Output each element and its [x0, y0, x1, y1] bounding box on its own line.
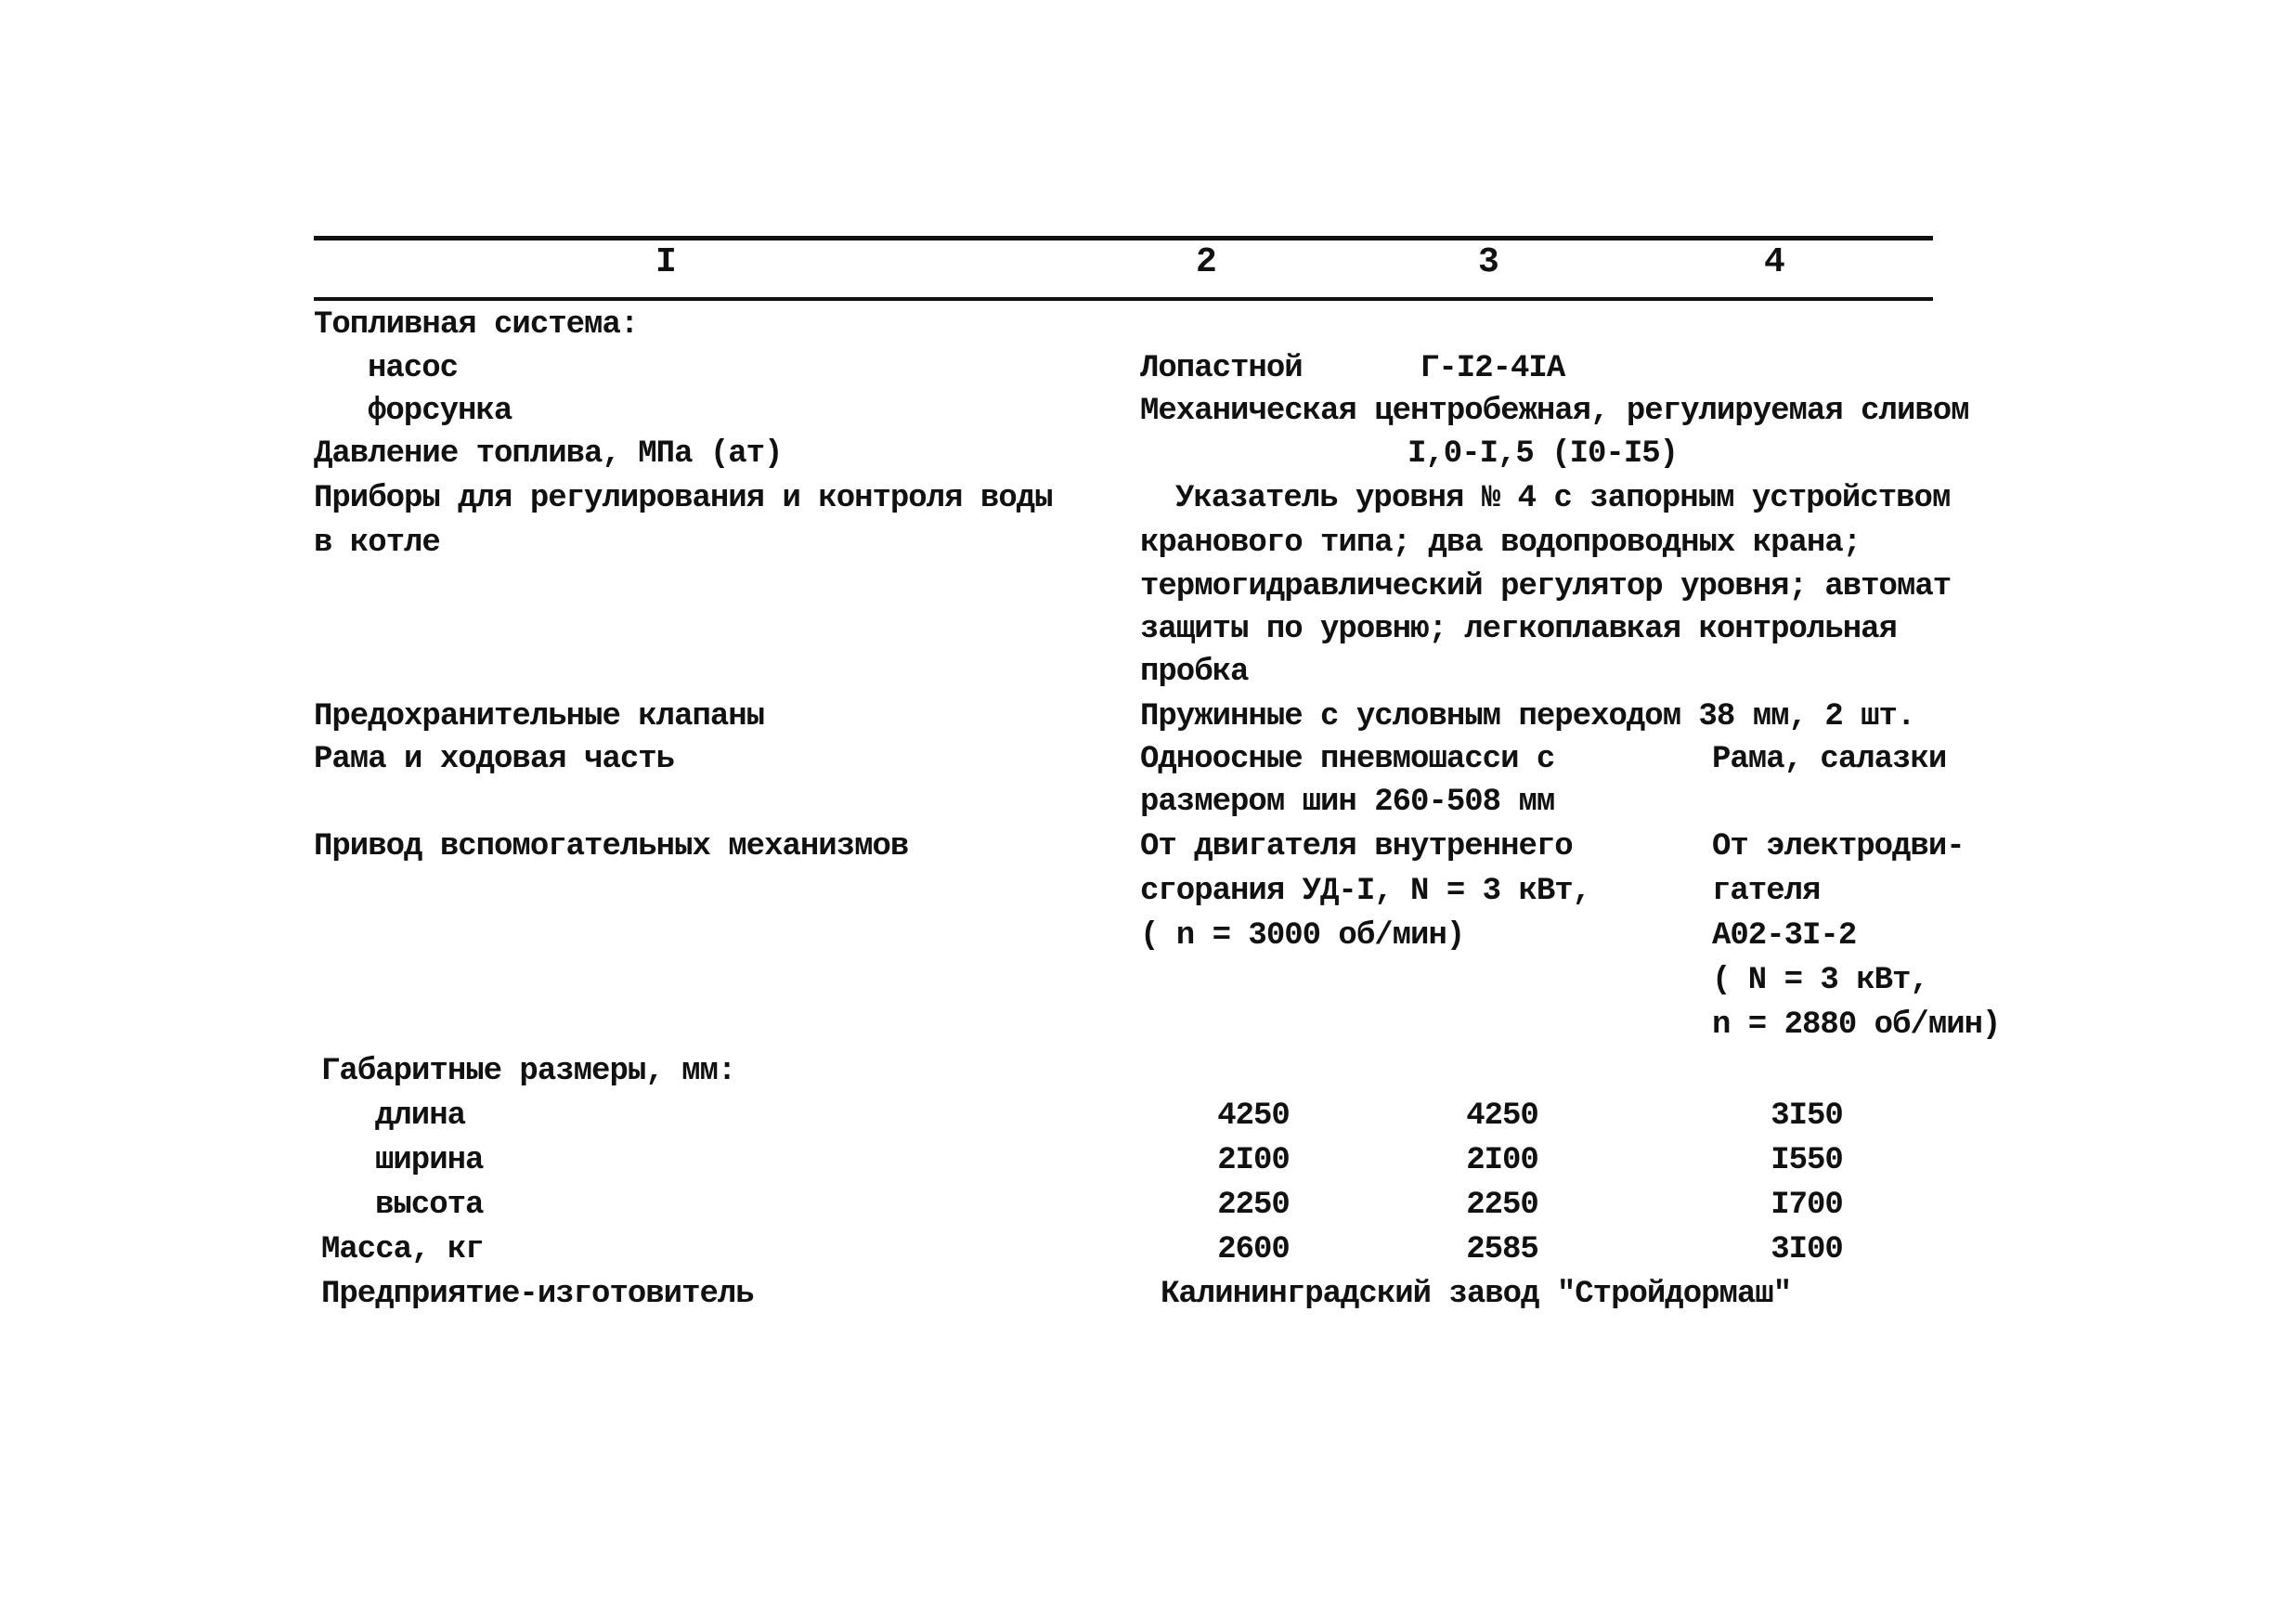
row-nozzle-label: форсунка	[368, 394, 512, 429]
row-length-col-2: 4250	[1217, 1098, 1290, 1134]
row-instruments-label-2: в котле	[314, 526, 440, 561]
row-drive-value-2: сгорания УД-I, N = 3 кВт,	[1140, 874, 1591, 909]
row-drive-value-4a: От электродви-	[1712, 829, 1965, 864]
row-width-col-2: 2I00	[1217, 1143, 1290, 1178]
row-drive-value-1: От двигателя внутреннего	[1140, 829, 1573, 864]
row-frame-label: Рама и ходовая часть	[314, 742, 675, 777]
row-valves-label: Предохранительные клапаны	[314, 699, 765, 734]
row-instruments-value-5: пробка	[1140, 655, 1249, 690]
row-frame-value-4: Рама, салазки	[1712, 742, 1947, 777]
row-height-label: высота	[375, 1188, 484, 1223]
row-instruments-value-3: термогидравлический регулятор уровня; автомат	[1140, 569, 1952, 604]
row-maker-label: Предприятие-изготовитель	[321, 1277, 754, 1312]
table-header-rule	[314, 297, 1933, 301]
row-mass-col-3: 2585	[1466, 1232, 1538, 1267]
row-fuel-system-label: Топливная система:	[314, 307, 639, 343]
table-top-rule	[314, 236, 1933, 240]
row-pressure-label: Давление топлива, МПа (ат)	[314, 436, 783, 472]
row-drive-value-4b: гателя	[1712, 874, 1821, 909]
row-instruments-value-1: Указатель уровня № 4 с запорным устройством	[1175, 481, 1951, 516]
row-frame-value-1: Одноосные пневмошасси с	[1140, 742, 1555, 777]
header-col-2: 2	[1196, 242, 1216, 282]
row-nozzle-value: Механическая центробежная, регулируемая сливом	[1140, 394, 1969, 429]
header-col-3: 3	[1478, 242, 1498, 282]
row-drive-value-4d: ( N = 3 кВт,	[1712, 963, 1928, 998]
row-length-col-3: 4250	[1466, 1098, 1538, 1134]
row-height-col-4: I700	[1771, 1188, 1843, 1223]
row-width-col-3: 2I00	[1466, 1143, 1538, 1178]
row-drive-label: Привод вспомогательных механизмов	[314, 829, 909, 864]
row-width-col-4: I550	[1771, 1143, 1843, 1178]
row-drive-value-4e: n = 2880 об/мин)	[1712, 1007, 2001, 1043]
row-pump-value-3: Г-I2-4IA	[1420, 351, 1565, 386]
row-maker-value: Калининградский завод "Стройдормаш"	[1161, 1277, 1792, 1312]
row-pump-label: насос	[368, 351, 459, 386]
row-length-label: длина	[375, 1098, 466, 1134]
row-width-label: ширина	[375, 1143, 484, 1178]
row-instruments-label-1: Приборы для регулирования и контроля воды	[314, 481, 1053, 516]
row-valves-value: Пружинные с условным переходом 38 мм, 2 шт.	[1140, 699, 1915, 734]
row-height-col-2: 2250	[1217, 1188, 1290, 1223]
row-drive-value-3: ( n = 3000 об/мин)	[1140, 918, 1465, 954]
row-mass-col-2: 2600	[1217, 1232, 1290, 1267]
row-instruments-value-2: кранового типа; два водопроводных крана;	[1140, 526, 1861, 561]
row-height-col-3: 2250	[1466, 1188, 1538, 1223]
row-mass-label: Масса, кг	[321, 1232, 484, 1267]
row-frame-value-2: размером шин 260-508 мм	[1140, 785, 1555, 820]
row-drive-value-4c: А02-3I-2	[1712, 918, 1857, 954]
header-col-4: 4	[1764, 242, 1784, 282]
row-pressure-value: I,0-I,5 (I0-I5)	[1407, 436, 1679, 472]
row-pump-value-2: Лопастной	[1140, 351, 1303, 386]
row-dims-label: Габаритные размеры, мм:	[321, 1054, 736, 1089]
row-instruments-value-4: защиты по уровню; легкоплавкая контрольная	[1140, 612, 1897, 647]
row-length-col-4: 3I50	[1771, 1098, 1843, 1134]
header-col-1: I	[655, 242, 676, 282]
row-mass-col-4: 3I00	[1771, 1232, 1843, 1267]
